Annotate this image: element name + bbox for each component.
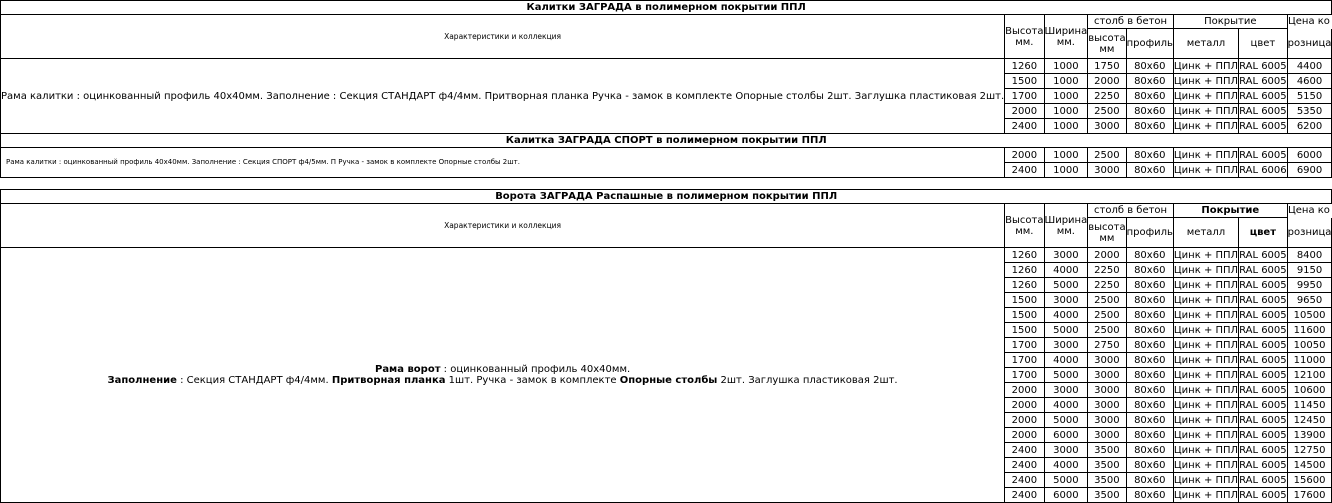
post-height-cell: 2250	[1088, 278, 1126, 293]
profile-cell: 80х60	[1126, 353, 1173, 368]
profile-cell: 80х60	[1126, 263, 1173, 278]
section1-title-row	[1, 1, 1332, 15]
metal-cell: Цинк + ППЛ	[1173, 294, 1239, 306]
height-cell: 1500	[1005, 308, 1044, 323]
width-cell: 1000	[1044, 163, 1088, 178]
header-retail: розница	[1287, 218, 1332, 248]
header-post-height: высота мм	[1088, 29, 1126, 59]
header-profile: профиль	[1126, 29, 1173, 59]
height-cell: 2400	[1005, 473, 1044, 488]
width-cell: 1000	[1044, 148, 1088, 163]
width-cell: 5000	[1044, 278, 1088, 293]
profile-cell: 80х60	[1126, 368, 1173, 383]
profile-cell: 80х60	[1126, 338, 1173, 353]
price-cell: 12450	[1287, 413, 1332, 428]
metal-cell: Цинк + ППЛ	[1173, 309, 1239, 321]
profile-cell: 80х60	[1126, 163, 1173, 178]
width-cell: 5000	[1044, 473, 1088, 488]
price-cell: 6000	[1287, 148, 1332, 163]
width-cell: 3000	[1044, 383, 1088, 398]
section1-title: Калитки ЗАГРАДА в полимерном покрытии ППЛ	[1, 1, 1332, 15]
metal-cell: Цинк + ППЛ	[1173, 429, 1239, 441]
post-height-cell: 3500	[1088, 458, 1126, 473]
header-width: Ширина мм.	[1044, 15, 1088, 59]
metal-cell: Цинк + ППЛ	[1173, 249, 1239, 261]
height-cell: 1700	[1005, 89, 1044, 104]
spacer-row	[1, 178, 1332, 190]
height-cell: 1500	[1005, 74, 1044, 89]
color-cell: RAL 6005	[1239, 75, 1287, 87]
profile-cell: 80х60	[1126, 398, 1173, 413]
width-cell: 4000	[1044, 353, 1088, 368]
post-height-cell: 2500	[1088, 104, 1126, 119]
width-cell: 3000	[1044, 293, 1088, 308]
post-height-cell: 3000	[1088, 368, 1126, 383]
metal-cell: Цинк + ППЛ	[1173, 75, 1239, 87]
price-cell: 6900	[1287, 163, 1332, 178]
price-cell: 11450	[1287, 398, 1332, 413]
color-cell: RAL 6005	[1239, 354, 1287, 366]
metal-cell: Цинк + ППЛ	[1173, 60, 1239, 72]
table-row	[1, 59, 1332, 74]
section2-rows	[1, 148, 1332, 178]
color-cell: RAL 6005	[1239, 324, 1287, 336]
price-cell: 9650	[1287, 293, 1332, 308]
height-cell: 1260	[1005, 278, 1044, 293]
section2-title-row	[1, 134, 1332, 148]
color-cell: RAL 6005	[1239, 149, 1287, 161]
metal-cell: Цинк + ППЛ	[1173, 90, 1239, 102]
price-cell: 8400	[1287, 248, 1332, 263]
height-cell: 2400	[1005, 163, 1044, 178]
color-cell: RAL 6005	[1239, 60, 1287, 72]
post-height-cell: 3000	[1088, 413, 1126, 428]
width-cell: 1000	[1044, 104, 1088, 119]
section3-header-row-1	[1, 204, 1332, 218]
price-cell: 4600	[1287, 74, 1332, 89]
frame-label: Рама ворот	[374, 364, 441, 375]
price-cell: 9150	[1287, 263, 1332, 278]
table-row	[1, 248, 1332, 263]
profile-cell: 80х60	[1126, 443, 1173, 458]
height-cell: 1260	[1005, 263, 1044, 278]
height-cell: 2000	[1005, 428, 1044, 443]
height-cell: 2400	[1005, 458, 1044, 473]
section2-description: Рама калитки : оцинкованный профиль 40х40мм. Заполнение : Секция СПОРТ ф4/5мм. П Ручка - замок в комплекте Опорные столбы 2шт.	[1, 148, 1005, 178]
post-height-cell: 2500	[1088, 323, 1126, 338]
metal-cell: Цинк + ППЛ	[1173, 149, 1239, 161]
profile-cell: 80х60	[1126, 59, 1173, 74]
post-height-cell: 3000	[1088, 428, 1126, 443]
width-cell: 5000	[1044, 323, 1088, 338]
profile-cell: 80х60	[1126, 119, 1173, 134]
header-price: Цена ко	[1288, 205, 1330, 217]
header-coating: Покрытие	[1173, 204, 1287, 218]
metal-cell: Цинк + ППЛ	[1173, 339, 1239, 351]
header-coating: Покрытие	[1173, 15, 1287, 29]
header-height: Высота мм.	[1005, 204, 1044, 248]
header-in-concrete: столб в бетон	[1088, 204, 1174, 218]
header-in-concrete: столб в бетон	[1088, 15, 1174, 29]
profile-cell: 80х60	[1126, 104, 1173, 119]
metal-cell: Цинк + ППЛ	[1173, 474, 1239, 486]
profile-cell: 80х60	[1126, 458, 1173, 473]
width-cell: 3000	[1044, 248, 1088, 263]
post-height-cell: 3000	[1088, 398, 1126, 413]
header-color: цвет	[1239, 29, 1288, 59]
metal-cell: Цинк + ППЛ	[1173, 399, 1239, 411]
post-height-cell: 2000	[1088, 74, 1126, 89]
price-cell: 5150	[1287, 89, 1332, 104]
width-cell: 5000	[1044, 413, 1088, 428]
post-height-cell: 2000	[1088, 248, 1126, 263]
profile-cell: 80х60	[1126, 413, 1173, 428]
strip-text: 1шт. Ручка - замок в комплекте	[445, 375, 620, 386]
section1-rows	[1, 59, 1332, 134]
section1-header-row-1	[1, 15, 1332, 29]
metal-cell: Цинк + ППЛ	[1173, 489, 1239, 501]
post-height-cell: 3500	[1088, 488, 1126, 503]
metal-cell: Цинк + ППЛ	[1173, 324, 1239, 336]
table-row	[1, 148, 1332, 163]
width-cell: 5000	[1044, 368, 1088, 383]
price-cell: 10500	[1287, 308, 1332, 323]
price-cell: 14500	[1287, 458, 1332, 473]
header-post-height: высота мм	[1088, 218, 1126, 248]
height-cell: 1260	[1005, 59, 1044, 74]
header-metal: металл	[1173, 29, 1238, 59]
post-height-cell: 2500	[1088, 148, 1126, 163]
width-cell: 6000	[1044, 428, 1088, 443]
header-color: цвет	[1239, 218, 1288, 248]
post-height-cell: 2250	[1088, 89, 1126, 104]
post-height-cell: 3000	[1088, 163, 1126, 178]
section2-title: Калитка ЗАГРАДА СПОРТ в полимерном покрытии ППЛ	[1, 134, 1332, 148]
color-cell: RAL 6005	[1239, 294, 1287, 306]
header-profile: профиль	[1126, 218, 1173, 248]
price-cell: 9950	[1287, 278, 1332, 293]
section3-description	[1, 248, 1005, 503]
height-cell: 2000	[1005, 413, 1044, 428]
color-cell: RAL 6005	[1239, 444, 1287, 456]
section3-title-row	[1, 190, 1332, 204]
height-cell: 1700	[1005, 338, 1044, 353]
profile-cell: 80х60	[1126, 308, 1173, 323]
price-cell: 5350	[1287, 104, 1332, 119]
post-height-cell: 2750	[1088, 338, 1126, 353]
color-cell: RAL 6005	[1239, 249, 1287, 261]
color-cell: RAL 6005	[1239, 105, 1287, 117]
width-cell: 3000	[1044, 443, 1088, 458]
profile-cell: 80х60	[1126, 473, 1173, 488]
header-height: Высота мм.	[1005, 15, 1044, 59]
header-metal: металл	[1173, 218, 1238, 248]
color-cell: RAL 6005	[1239, 459, 1287, 471]
post-height-cell: 1750	[1088, 59, 1126, 74]
height-cell: 2000	[1005, 398, 1044, 413]
metal-cell: Цинк + ППЛ	[1173, 459, 1239, 471]
color-cell: RAL 6005	[1239, 429, 1287, 441]
frame-text: : оцинкованный профиль 40х40мм.	[440, 364, 631, 375]
height-cell: 2400	[1005, 488, 1044, 503]
width-cell: 4000	[1044, 263, 1088, 278]
width-cell: 6000	[1044, 488, 1088, 503]
color-cell: RAL 6006	[1239, 164, 1287, 176]
color-cell: RAL 6005	[1239, 120, 1287, 132]
price-cell: 12750	[1287, 443, 1332, 458]
price-cell: 10050	[1287, 338, 1332, 353]
width-cell: 4000	[1044, 308, 1088, 323]
width-cell: 4000	[1044, 458, 1088, 473]
post-height-cell: 3000	[1088, 383, 1126, 398]
header-characteristics: Характеристики и коллекция	[1, 204, 1005, 248]
profile-cell: 80х60	[1126, 323, 1173, 338]
profile-cell: 80х60	[1126, 428, 1173, 443]
profile-cell: 80х60	[1126, 74, 1173, 89]
metal-cell: Цинк + ППЛ	[1173, 444, 1239, 456]
price-cell: 11000	[1287, 353, 1332, 368]
height-cell: 1260	[1005, 248, 1044, 263]
price-cell: 11600	[1287, 323, 1332, 338]
strip-label: Притворная планка	[331, 375, 446, 386]
width-cell: 3000	[1044, 338, 1088, 353]
color-cell: RAL 6005	[1239, 474, 1287, 486]
height-cell: 2400	[1005, 443, 1044, 458]
color-cell: RAL 6005	[1239, 339, 1287, 351]
post-height-cell: 2250	[1088, 263, 1126, 278]
fill-text: : Секция СТАНДАРТ ф4/4мм.	[176, 375, 329, 386]
header-characteristics: Характеристики и коллекция	[1, 15, 1005, 59]
price-cell: 17600	[1287, 488, 1332, 503]
width-cell: 1000	[1044, 59, 1088, 74]
post-height-cell: 2500	[1088, 293, 1126, 308]
post-height-cell: 3500	[1088, 443, 1126, 458]
color-cell: RAL 6005	[1239, 414, 1287, 426]
height-cell: 1700	[1005, 353, 1044, 368]
post-height-cell: 2500	[1088, 308, 1126, 323]
width-cell: 1000	[1044, 74, 1088, 89]
profile-cell: 80х60	[1126, 488, 1173, 503]
profile-cell: 80х60	[1126, 248, 1173, 263]
header-width: Ширина мм.	[1044, 204, 1088, 248]
section1-description: Рама калитки : оцинкованный профиль 40х40мм. Заполнение : Секция СТАНДАРТ ф4/4мм. Притворная планка Ручка - замок в комплекте Опорные столбы 2шт. Заглушка пластиковая 2шт.	[1, 59, 1005, 134]
fill-label: Заполнение	[107, 375, 177, 386]
width-cell: 1000	[1044, 119, 1088, 134]
profile-cell: 80х60	[1126, 148, 1173, 163]
metal-cell: Цинк + ППЛ	[1173, 279, 1239, 291]
height-cell: 2000	[1005, 383, 1044, 398]
posts-text: 2шт. Заглушка пластиковая 2шт.	[717, 375, 898, 386]
color-cell: RAL 6005	[1239, 264, 1287, 276]
post-height-cell: 3000	[1088, 353, 1126, 368]
width-cell: 4000	[1044, 398, 1088, 413]
metal-cell: Цинк + ППЛ	[1173, 369, 1239, 381]
price-cell: 4400	[1287, 59, 1332, 74]
color-cell: RAL 6005	[1239, 399, 1287, 411]
color-cell: RAL 6005	[1239, 489, 1287, 501]
header-price: Цена ко	[1288, 16, 1330, 28]
color-cell: RAL 6005	[1239, 309, 1287, 321]
metal-cell: Цинк + ППЛ	[1173, 164, 1239, 176]
price-cell: 10600	[1287, 383, 1332, 398]
profile-cell: 80х60	[1126, 89, 1173, 104]
height-cell: 2000	[1005, 148, 1044, 163]
width-cell: 1000	[1044, 89, 1088, 104]
height-cell: 2000	[1005, 104, 1044, 119]
color-cell: RAL 6005	[1239, 90, 1287, 102]
profile-cell: 80х60	[1126, 278, 1173, 293]
metal-cell: Цинк + ППЛ	[1173, 264, 1239, 276]
color-cell: RAL 6005	[1239, 369, 1287, 381]
price-cell: 12100	[1287, 368, 1332, 383]
price-cell: 6200	[1287, 119, 1332, 134]
metal-cell: Цинк + ППЛ	[1173, 354, 1239, 366]
color-cell: RAL 6005	[1239, 384, 1287, 396]
price-cell: 15600	[1287, 473, 1332, 488]
profile-cell: 80х60	[1126, 293, 1173, 308]
header-retail: розница	[1287, 29, 1332, 59]
height-cell: 1700	[1005, 368, 1044, 383]
metal-cell: Цинк + ППЛ	[1173, 414, 1239, 426]
height-cell: 1500	[1005, 293, 1044, 308]
metal-cell: Цинк + ППЛ	[1173, 384, 1239, 396]
metal-cell: Цинк + ППЛ	[1173, 105, 1239, 117]
metal-cell: Цинк + ППЛ	[1173, 120, 1239, 132]
section3-title: Ворота ЗАГРАДА Распашные в полимерном покрытии ППЛ	[1, 190, 1332, 204]
post-height-cell: 3000	[1088, 119, 1126, 134]
height-cell: 1500	[1005, 323, 1044, 338]
color-cell: RAL 6005	[1239, 279, 1287, 291]
section3-rows	[1, 248, 1332, 503]
height-cell: 2400	[1005, 119, 1044, 134]
price-cell: 13900	[1287, 428, 1332, 443]
post-height-cell: 3500	[1088, 473, 1126, 488]
posts-label: Опорные столбы	[619, 375, 718, 386]
profile-cell: 80х60	[1126, 383, 1173, 398]
